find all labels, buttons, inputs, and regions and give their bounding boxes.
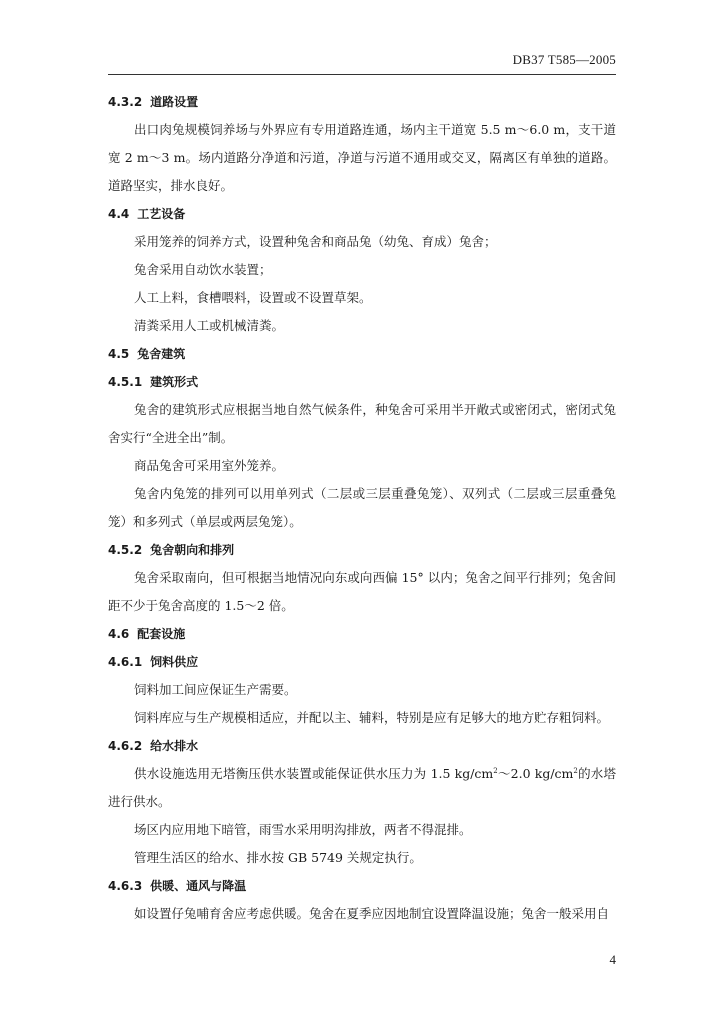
paragraph: 如设置仔兔哺育舍应考虑供暖。兔舍在夏季应因地制宜设置降温设施；兔舍一般采用自 bbox=[134, 906, 610, 921]
heading-4-6-2: 4.6.2 给水排水 bbox=[108, 739, 199, 753]
heading-4-6-1: 4.6.1 饲料供应 bbox=[108, 655, 199, 669]
heading-4-5: 4.5 兔舍建筑 bbox=[108, 347, 186, 361]
paragraph: 采用笼养的饲养方式，设置种兔舍和商品兔（幼兔、育成）兔舍； bbox=[134, 234, 497, 249]
heading-4-6-3: 4.6.3 供暖、通风与降温 bbox=[108, 879, 247, 893]
page-number: 4 bbox=[609, 952, 616, 967]
heading-4-5-1: 4.5.1 建筑形式 bbox=[108, 375, 199, 389]
document-body bbox=[108, 88, 616, 928]
heading-4-3-2: 4.3.2 道路设置 bbox=[108, 95, 199, 109]
heading-4-6: 4.6 配套设施 bbox=[108, 627, 186, 641]
heading-4-4: 4.4 工艺设备 bbox=[108, 207, 186, 221]
paragraph: 兔舍采取南向，但可根据当地情况向东或向西偏 15° 以内；兔舍之间平行排列；兔舍间距不少于兔舍高度的 1.5～2 倍。 bbox=[108, 570, 616, 613]
heading-4-5-2: 4.5.2 兔舍朝向和排列 bbox=[108, 543, 235, 557]
paragraph: 兔舍采用自动饮水装置； bbox=[134, 262, 272, 277]
paragraph: 饲料加工间应保证生产需要。 bbox=[134, 682, 297, 697]
paragraph: 兔舍内兔笼的排列可以用单列式（二层或三层重叠兔笼）、双列式（二层或三层重叠兔笼）和多列式（单层或两层兔笼）。 bbox=[108, 486, 616, 529]
paragraph: 人工上料，食槽喂料，设置或不设置草架。 bbox=[134, 290, 372, 305]
paragraph: 饲料库应与生产规模相适应，并配以主、辅料，特别是应有足够大的地方贮存粗饲料。 bbox=[134, 710, 610, 725]
paragraph: 兔舍的建筑形式应根据当地自然气候条件，种兔舍可采用半开敞式或密闭式，密闭式兔舍实行“全进全出”制。 bbox=[108, 402, 616, 445]
paragraph: 管理生活区的给水、排水按 GB 5749 关规定执行。 bbox=[134, 850, 422, 865]
paragraph: 清粪采用人工或机械清粪。 bbox=[134, 318, 285, 333]
paragraph: 场区内应用地下暗管，雨雪水采用明沟排放，两者不得混排。 bbox=[134, 822, 472, 837]
paragraph: 供水设施选用无塔衡压供水装置或能保证供水压力为 1.5 $kg/cm^2\sim 2.0$ $kg/cm^2$的水塔进行供水。 bbox=[108, 766, 616, 809]
paragraph: 商品兔舍可采用室外笼养。 bbox=[134, 458, 285, 473]
header-rule bbox=[108, 74, 616, 75]
paragraph: 出口肉兔规模饲养场与外界应有专用道路连通，场内主干道宽 5.5 m～6.0 m，支干道宽 2 m～3 m。场内道路分净道和污道，净道与污道不通用或交叉，隔离区有单独的道路。道路坚实，排水良好。 bbox=[108, 122, 616, 193]
standard-code: DB37 T585—2005 bbox=[512, 52, 616, 67]
